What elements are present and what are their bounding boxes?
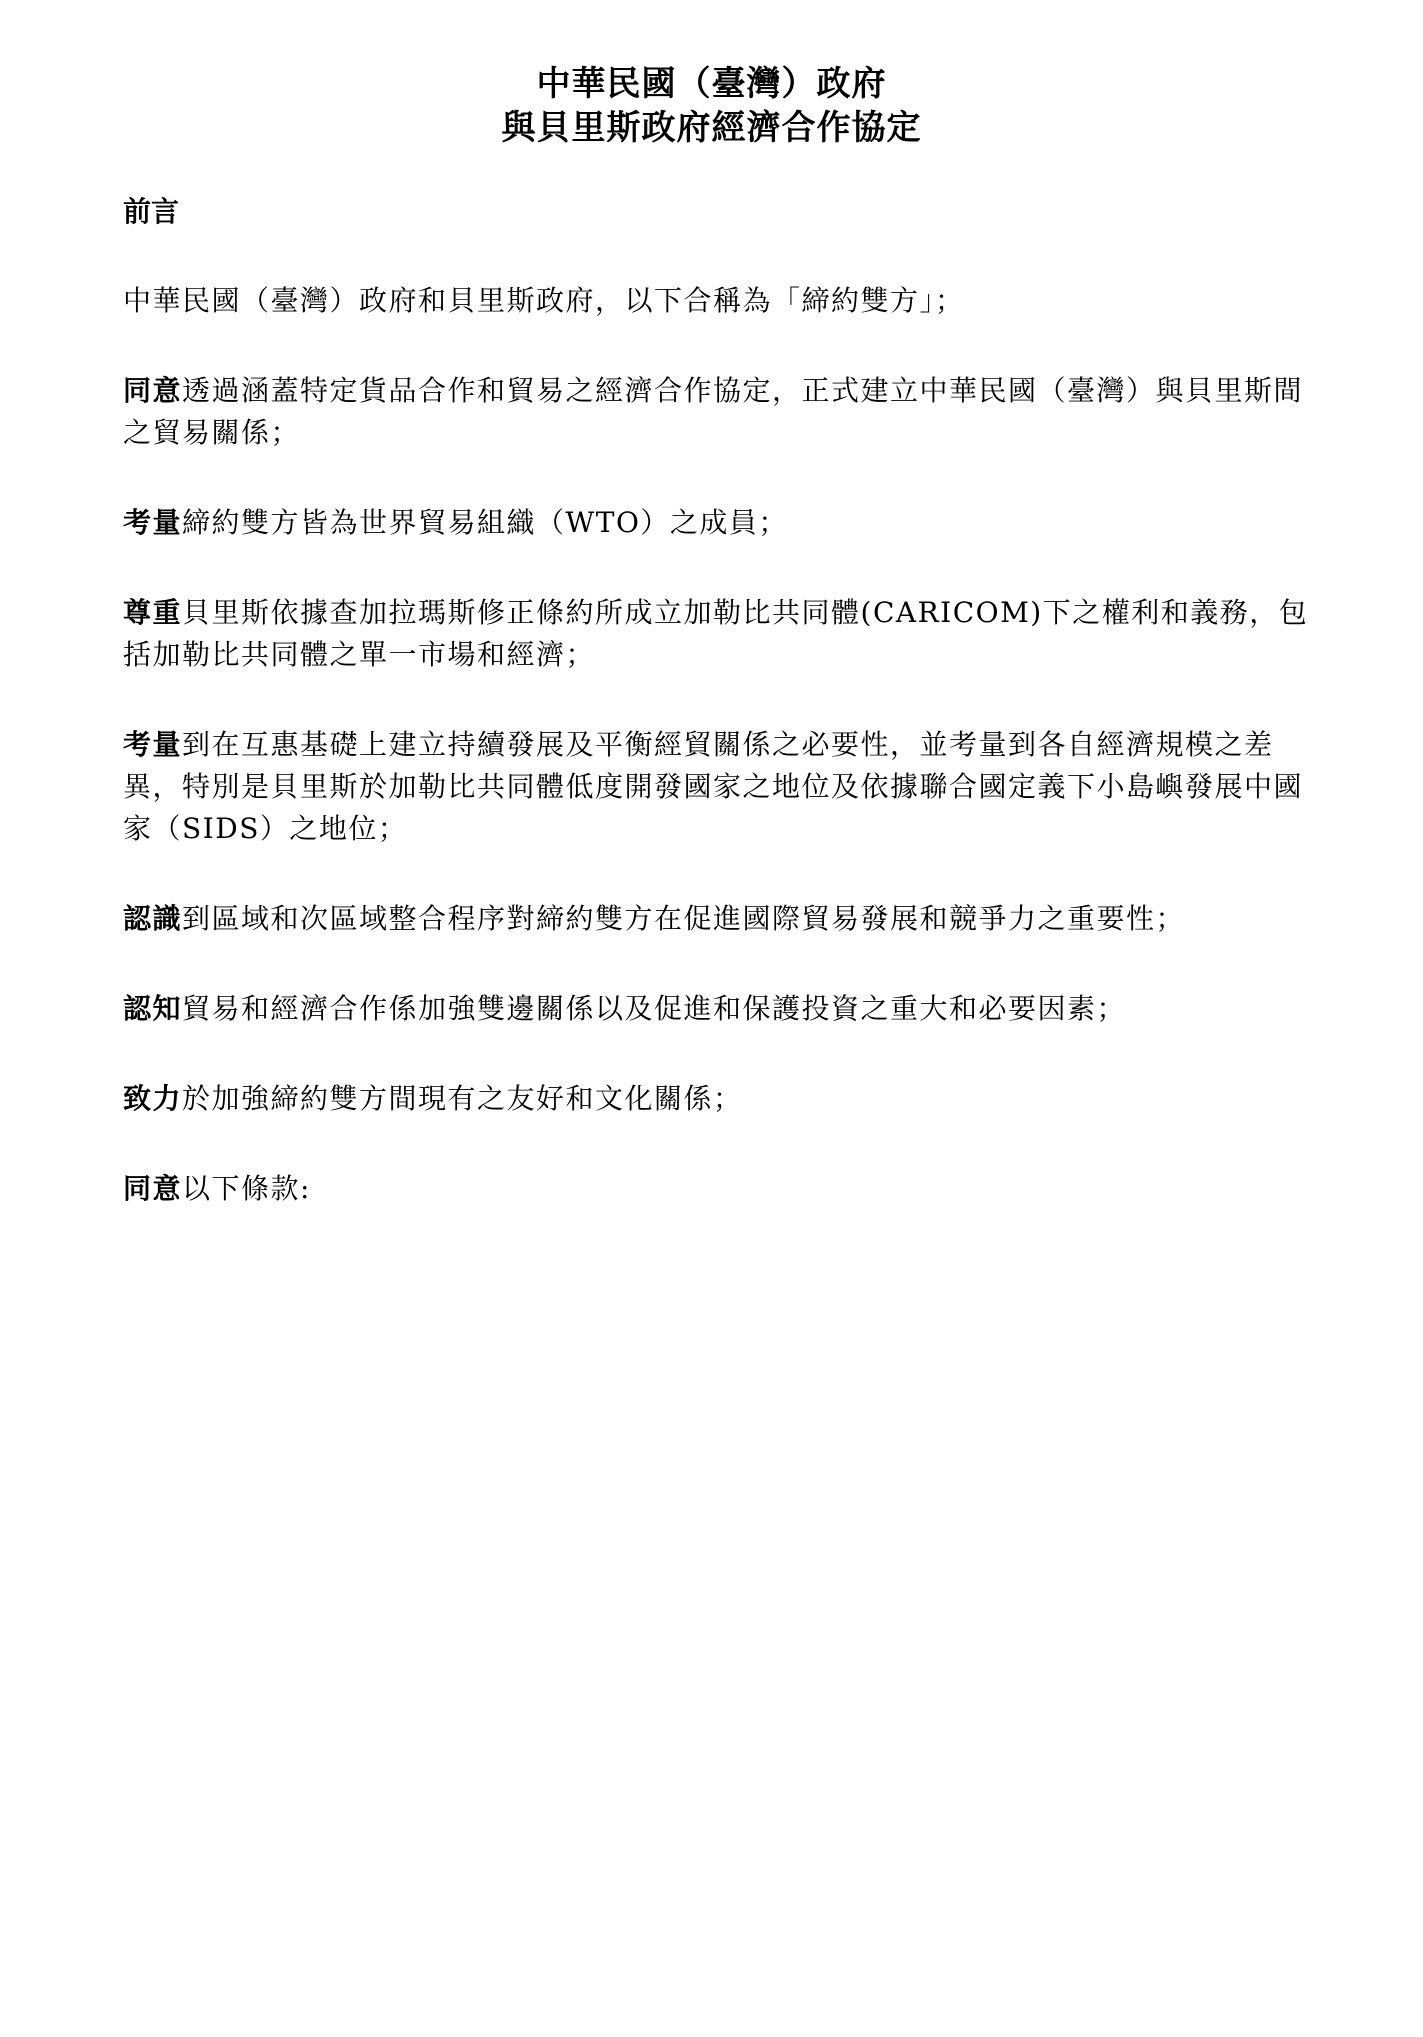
- paragraph-agree-trade: [123, 370, 1313, 454]
- paragraph-lead: 認知: [123, 992, 183, 1025]
- paragraph-text: 於加強締約雙方間現有之友好和文化關係；: [182, 1082, 743, 1115]
- paragraph-lead: 考量: [123, 506, 183, 539]
- document-body: [123, 192, 1313, 1258]
- paragraph-lead: 考量: [123, 728, 183, 761]
- paragraph-text: 到區域和次區域整合程序對締約雙方在促進國際貿易發展和競爭力之重要性；: [182, 902, 1186, 935]
- paragraph-regional-integration: [123, 898, 1313, 940]
- document-title: [0, 62, 1423, 150]
- paragraph-investment: [123, 988, 1313, 1030]
- paragraph-agree-terms: [123, 1168, 1313, 1210]
- paragraph-lead: 同意: [123, 374, 183, 407]
- title-line-2: 與貝里斯政府經濟合作協定: [501, 108, 922, 148]
- paragraph-text: 締約雙方皆為世界貿易組織（WTO）之成員；: [182, 506, 788, 539]
- paragraph-wto: [123, 502, 1313, 544]
- preamble-heading: 前言: [123, 195, 180, 228]
- paragraph-caricom: [123, 592, 1313, 676]
- paragraph-lead: 同意: [123, 1172, 183, 1205]
- paragraph-lead: 尊重: [123, 596, 183, 629]
- paragraph-text: 中華民國（臺灣）政府和貝里斯政府，以下合稱為「締約雙方」；: [123, 284, 965, 317]
- paragraph-sids: [123, 724, 1313, 850]
- paragraph-text: 以下條款:: [182, 1172, 311, 1205]
- paragraph-text: 透過涵蓋特定貨品合作和貿易之經濟合作協定，正式建立中華民國（臺灣）與貝里斯間之貿易關係；: [123, 374, 1304, 449]
- paragraph-text: 到在互惠基礎上建立持續發展及平衡經貿關係之必要性，並考量到各自經濟規模之差異，特別是貝里斯於加勒比共同體低度開發國家之地位及依據聯合國定義下小島嶼發展中國家（SIDS）之地位；: [123, 728, 1304, 845]
- paragraph-lead: 認識: [123, 902, 183, 935]
- paragraph-parties: [123, 280, 1313, 322]
- paragraph-lead: 致力: [123, 1082, 183, 1115]
- paragraph-text: 貿易和經濟合作係加強雙邊關係以及促進和保護投資之重大和必要因素；: [182, 992, 1127, 1025]
- paragraph-friendship: [123, 1078, 1313, 1120]
- paragraph-text: 貝里斯依據查加拉瑪斯修正條約所成立加勒比共同體(CARICOM)下之權利和義務，包括加勒比共同體之單一市場和經濟；: [123, 596, 1309, 671]
- title-line-1: 中華民國（臺灣）政府: [536, 64, 887, 104]
